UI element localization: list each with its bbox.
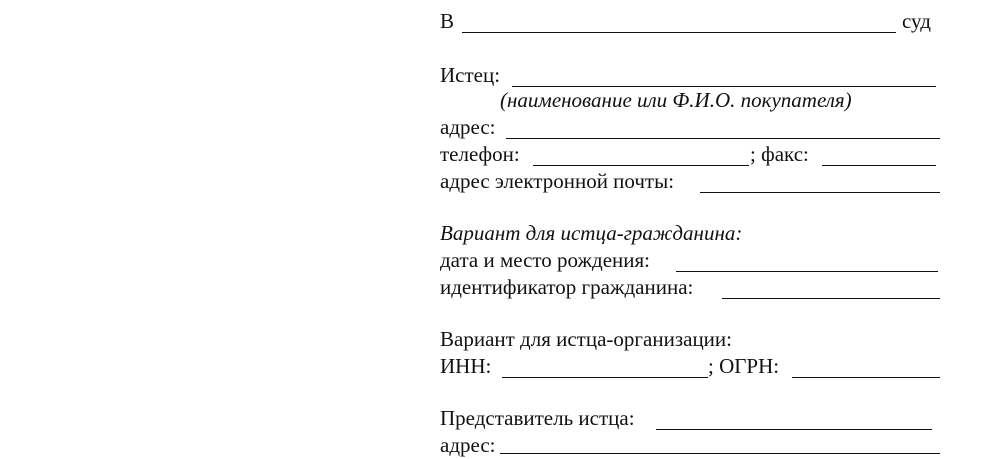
phone-field[interactable] bbox=[533, 165, 749, 166]
birth-field[interactable] bbox=[676, 271, 938, 272]
plaintiff-address-field[interactable] bbox=[506, 138, 940, 139]
fax-label: ; факс: bbox=[750, 142, 809, 166]
citizen-id-field[interactable] bbox=[722, 298, 940, 299]
citizen-id-label: идентификатор гражданина: bbox=[440, 275, 694, 299]
fax-field[interactable] bbox=[822, 165, 936, 166]
plaintiff-address-label: адрес: bbox=[440, 115, 496, 139]
email-label: адрес электронной почты: bbox=[440, 169, 675, 193]
representative-name-field[interactable] bbox=[656, 429, 932, 430]
court-prefix: В bbox=[440, 9, 455, 33]
court-name-field[interactable] bbox=[462, 32, 896, 33]
inn-label: ИНН: bbox=[440, 354, 492, 378]
phone-label: телефон: bbox=[440, 142, 520, 166]
plaintiff-label: Истец: bbox=[440, 63, 501, 87]
plaintiff-hint: (наименование или Ф.И.О. покупателя) bbox=[500, 88, 852, 112]
representative-address-label: адрес: bbox=[440, 433, 496, 457]
organization-variant-heading: Вариант для истца-организации: bbox=[440, 327, 732, 351]
citizen-variant-heading: Вариант для истца-гражданина: bbox=[440, 221, 743, 245]
inn-field[interactable] bbox=[502, 377, 708, 378]
ogrn-field[interactable] bbox=[792, 377, 940, 378]
ogrn-label: ; ОГРН: bbox=[708, 354, 780, 378]
email-field[interactable] bbox=[700, 192, 940, 193]
birth-label: дата и место рождения: bbox=[440, 248, 651, 272]
representative-label: Представитель истца: bbox=[440, 406, 635, 430]
court-suffix: суд bbox=[902, 9, 931, 33]
